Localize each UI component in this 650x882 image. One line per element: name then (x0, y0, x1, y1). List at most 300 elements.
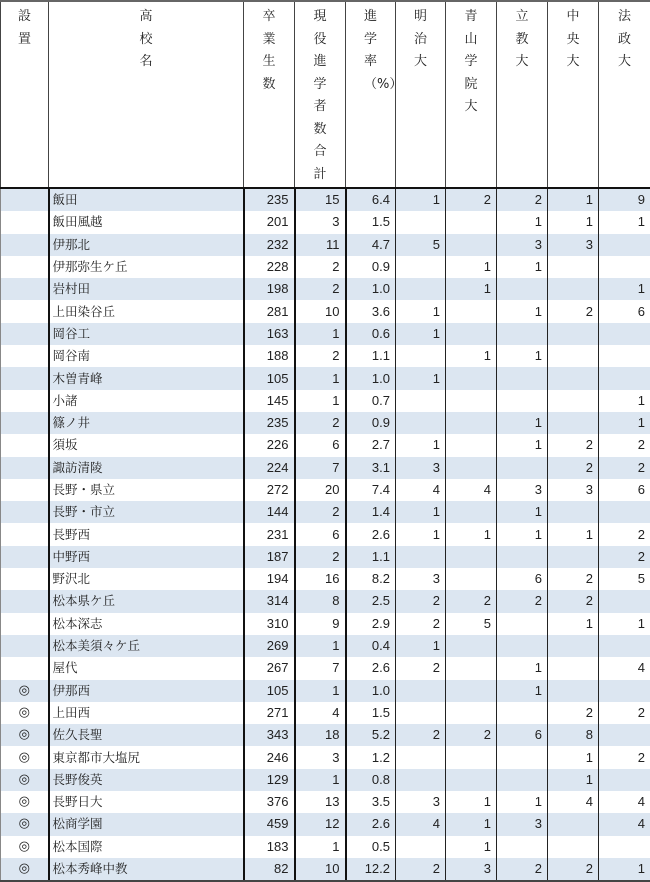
aoyama-gakuin-count (446, 546, 497, 568)
total-enrolled: 15 (295, 188, 346, 211)
graduates-count: 194 (244, 568, 295, 590)
enrollment-rate: 2.6 (346, 657, 396, 679)
enrollment-rate: 2.6 (346, 813, 396, 835)
hosei-count: 1 (599, 211, 650, 233)
hosei-count: 4 (599, 813, 650, 835)
rikkyo-count (497, 836, 548, 858)
header-enrollment-rate: 進学率（%） (346, 1, 396, 188)
rikkyo-count (497, 390, 548, 412)
total-enrolled: 2 (295, 412, 346, 434)
table-row (1, 323, 650, 345)
enrollment-rate: 1.2 (346, 746, 396, 768)
total-enrolled: 10 (295, 300, 346, 322)
total-enrolled: 3 (295, 746, 346, 768)
aoyama-gakuin-count (446, 746, 497, 768)
school-name: 松本国際 (49, 836, 244, 858)
establishment-mark (1, 412, 49, 434)
graduates-count: 231 (244, 523, 295, 545)
graduates-count: 201 (244, 211, 295, 233)
total-enrolled: 1 (295, 323, 346, 345)
meiji-count: 2 (396, 724, 446, 746)
enrollment-rate: 3.5 (346, 791, 396, 813)
total-enrolled: 13 (295, 791, 346, 813)
chuo-count (548, 680, 599, 702)
aoyama-gakuin-count (446, 211, 497, 233)
hosei-count: 2 (599, 457, 650, 479)
aoyama-gakuin-count: 1 (446, 278, 497, 300)
enrollment-rate: 1.5 (346, 702, 396, 724)
rikkyo-count: 1 (497, 791, 548, 813)
meiji-count: 4 (396, 813, 446, 835)
meiji-count: 2 (396, 590, 446, 612)
establishment-mark: ◎ (1, 858, 49, 881)
aoyama-gakuin-count: 1 (446, 791, 497, 813)
graduates-count: 145 (244, 390, 295, 412)
meiji-count (396, 836, 446, 858)
rikkyo-count: 6 (497, 568, 548, 590)
school-name: 野沢北 (49, 568, 244, 590)
chuo-count (548, 657, 599, 679)
header-aoyama-gakuin: 青山学院大 (446, 1, 497, 188)
rikkyo-count: 2 (497, 188, 548, 211)
total-enrolled: 8 (295, 590, 346, 612)
graduates-count: 188 (244, 345, 295, 367)
table-row (1, 813, 650, 835)
school-name: 岡谷工 (49, 323, 244, 345)
school-name: 松本秀峰中教 (49, 858, 244, 881)
total-enrolled: 2 (295, 546, 346, 568)
school-name: 須坂 (49, 434, 244, 456)
school-name: 松本美須々ケ丘 (49, 635, 244, 657)
chuo-count (548, 323, 599, 345)
table-row (1, 546, 650, 568)
graduates-count: 144 (244, 501, 295, 523)
aoyama-gakuin-count (446, 390, 497, 412)
chuo-count: 2 (548, 568, 599, 590)
establishment-mark (1, 300, 49, 322)
enrollment-rate: 1.0 (346, 680, 396, 702)
enrollment-rate: 2.7 (346, 434, 396, 456)
establishment-mark (1, 345, 49, 367)
chuo-count (548, 412, 599, 434)
table-body (1, 188, 650, 881)
rikkyo-count: 3 (497, 813, 548, 835)
table-row (1, 390, 650, 412)
header-chuo: 中央大 (548, 1, 599, 188)
meiji-count: 1 (396, 323, 446, 345)
chuo-count (548, 501, 599, 523)
rikkyo-count: 1 (497, 256, 548, 278)
establishment-mark (1, 657, 49, 679)
meiji-count (396, 278, 446, 300)
establishment-mark (1, 501, 49, 523)
table-row (1, 836, 650, 858)
enrollment-rate: 1.0 (346, 278, 396, 300)
chuo-count: 3 (548, 234, 599, 256)
graduates-count: 105 (244, 680, 295, 702)
school-name: 松本深志 (49, 613, 244, 635)
graduates-count: 129 (244, 769, 295, 791)
rikkyo-count: 1 (497, 680, 548, 702)
meiji-count (396, 680, 446, 702)
aoyama-gakuin-count: 4 (446, 479, 497, 501)
hosei-count: 1 (599, 613, 650, 635)
table-row (1, 858, 650, 881)
hosei-count: 5 (599, 568, 650, 590)
aoyama-gakuin-count (446, 769, 497, 791)
total-enrolled: 1 (295, 836, 346, 858)
establishment-mark (1, 457, 49, 479)
rikkyo-count: 3 (497, 479, 548, 501)
aoyama-gakuin-count (446, 234, 497, 256)
rikkyo-count: 1 (497, 657, 548, 679)
hosei-count: 2 (599, 434, 650, 456)
meiji-count: 2 (396, 613, 446, 635)
establishment-mark (1, 590, 49, 612)
hosei-count: 1 (599, 390, 650, 412)
meiji-count (396, 345, 446, 367)
chuo-count: 2 (548, 457, 599, 479)
aoyama-gakuin-count (446, 501, 497, 523)
table-row (1, 613, 650, 635)
aoyama-gakuin-count (446, 434, 497, 456)
hosei-count (599, 256, 650, 278)
graduates-count: 105 (244, 367, 295, 389)
school-name: 中野西 (49, 546, 244, 568)
enrollment-rate: 0.5 (346, 836, 396, 858)
chuo-count: 1 (548, 523, 599, 545)
establishment-mark (1, 367, 49, 389)
establishment-mark: ◎ (1, 836, 49, 858)
enrollment-rate: 1.1 (346, 546, 396, 568)
hosei-count: 1 (599, 858, 650, 881)
total-enrolled: 6 (295, 523, 346, 545)
chuo-count: 1 (548, 746, 599, 768)
hosei-count: 4 (599, 791, 650, 813)
school-name: 松商学園 (49, 813, 244, 835)
aoyama-gakuin-count (446, 323, 497, 345)
hosei-count (599, 724, 650, 746)
rikkyo-count: 2 (497, 590, 548, 612)
school-name: 長野俊英 (49, 769, 244, 791)
meiji-count: 1 (396, 300, 446, 322)
meiji-count (396, 256, 446, 278)
meiji-count: 1 (396, 434, 446, 456)
enrollment-rate: 7.4 (346, 479, 396, 501)
meiji-count: 2 (396, 657, 446, 679)
rikkyo-count (497, 323, 548, 345)
school-name: 上田染谷丘 (49, 300, 244, 322)
establishment-mark: ◎ (1, 813, 49, 835)
meiji-count: 1 (396, 501, 446, 523)
establishment-mark (1, 479, 49, 501)
enrollment-rate: 1.5 (346, 211, 396, 233)
table-row (1, 256, 650, 278)
table-row (1, 635, 650, 657)
establishment-mark (1, 188, 49, 211)
meiji-count (396, 390, 446, 412)
school-name: 伊那北 (49, 234, 244, 256)
rikkyo-count (497, 746, 548, 768)
hosei-count (599, 836, 650, 858)
aoyama-gakuin-count: 1 (446, 813, 497, 835)
table-row (1, 211, 650, 233)
table-row (1, 367, 650, 389)
table-row (1, 479, 650, 501)
chuo-count: 1 (548, 613, 599, 635)
chuo-count: 3 (548, 479, 599, 501)
school-name: 佐久長聖 (49, 724, 244, 746)
table-row (1, 278, 650, 300)
school-name: 岩村田 (49, 278, 244, 300)
chuo-count (548, 836, 599, 858)
graduates-count: 267 (244, 657, 295, 679)
hosei-count: 6 (599, 300, 650, 322)
hosei-count (599, 590, 650, 612)
table-row (1, 791, 650, 813)
total-enrolled: 3 (295, 211, 346, 233)
graduates-count: 235 (244, 188, 295, 211)
hosei-count: 2 (599, 746, 650, 768)
aoyama-gakuin-count (446, 635, 497, 657)
chuo-count (548, 390, 599, 412)
graduates-count: 224 (244, 457, 295, 479)
establishment-mark (1, 523, 49, 545)
rikkyo-count: 1 (497, 501, 548, 523)
meiji-count (396, 546, 446, 568)
enrollment-rate: 5.2 (346, 724, 396, 746)
school-name: 長野日大 (49, 791, 244, 813)
rikkyo-count: 1 (497, 523, 548, 545)
meiji-count: 2 (396, 858, 446, 881)
rikkyo-count: 1 (497, 211, 548, 233)
meiji-count (396, 746, 446, 768)
aoyama-gakuin-count (446, 680, 497, 702)
aoyama-gakuin-count (446, 457, 497, 479)
enrollment-rate: 0.9 (346, 256, 396, 278)
hosei-count (599, 234, 650, 256)
meiji-count: 1 (396, 635, 446, 657)
enrollment-rate: 2.9 (346, 613, 396, 635)
enrollment-rate: 3.6 (346, 300, 396, 322)
establishment-mark (1, 234, 49, 256)
establishment-mark: ◎ (1, 791, 49, 813)
enrollment-rate: 1.1 (346, 345, 396, 367)
aoyama-gakuin-count (446, 367, 497, 389)
enrollment-rate: 12.2 (346, 858, 396, 881)
total-enrolled: 2 (295, 256, 346, 278)
enrollment-rate: 0.7 (346, 390, 396, 412)
chuo-count (548, 546, 599, 568)
aoyama-gakuin-count (446, 702, 497, 724)
enrollment-rate: 4.7 (346, 234, 396, 256)
school-name: 長野・県立 (49, 479, 244, 501)
school-name: 長野・市立 (49, 501, 244, 523)
hosei-count (599, 680, 650, 702)
establishment-mark (1, 323, 49, 345)
rikkyo-count: 1 (497, 434, 548, 456)
school-name: 小諸 (49, 390, 244, 412)
chuo-count: 2 (548, 434, 599, 456)
graduates-count: 269 (244, 635, 295, 657)
school-name: 上田西 (49, 702, 244, 724)
table-row (1, 523, 650, 545)
aoyama-gakuin-count: 1 (446, 256, 497, 278)
chuo-count (548, 345, 599, 367)
total-enrolled: 10 (295, 858, 346, 881)
enrollment-rate: 8.2 (346, 568, 396, 590)
graduates-count: 314 (244, 590, 295, 612)
total-enrolled: 1 (295, 635, 346, 657)
enrollment-rate: 3.1 (346, 457, 396, 479)
chuo-count (548, 278, 599, 300)
hosei-count (599, 635, 650, 657)
graduates-count: 183 (244, 836, 295, 858)
total-enrolled: 20 (295, 479, 346, 501)
header-hosei: 法政大 (599, 1, 650, 188)
establishment-mark: ◎ (1, 769, 49, 791)
header-row (1, 1, 650, 188)
graduates-count: 246 (244, 746, 295, 768)
aoyama-gakuin-count: 2 (446, 590, 497, 612)
school-name: 東京都市大塩尻 (49, 746, 244, 768)
rikkyo-count (497, 367, 548, 389)
hosei-count: 2 (599, 546, 650, 568)
school-name: 諏訪清陵 (49, 457, 244, 479)
graduates-count: 459 (244, 813, 295, 835)
table-row (1, 680, 650, 702)
aoyama-gakuin-count: 3 (446, 858, 497, 881)
chuo-count: 2 (548, 300, 599, 322)
chuo-count: 1 (548, 211, 599, 233)
rikkyo-count (497, 635, 548, 657)
meiji-count: 1 (396, 188, 446, 211)
header-rikkyo: 立教大 (497, 1, 548, 188)
table-row (1, 412, 650, 434)
school-name: 伊那弥生ケ丘 (49, 256, 244, 278)
total-enrolled: 7 (295, 657, 346, 679)
rikkyo-count (497, 702, 548, 724)
hosei-count: 2 (599, 702, 650, 724)
establishment-mark: ◎ (1, 746, 49, 768)
table-row (1, 702, 650, 724)
total-enrolled: 1 (295, 367, 346, 389)
meiji-count (396, 211, 446, 233)
aoyama-gakuin-count (446, 568, 497, 590)
total-enrolled: 11 (295, 234, 346, 256)
table-row (1, 769, 650, 791)
aoyama-gakuin-count: 2 (446, 188, 497, 211)
graduates-count: 343 (244, 724, 295, 746)
rikkyo-count (497, 769, 548, 791)
enrollment-rate: 6.4 (346, 188, 396, 211)
table-row (1, 590, 650, 612)
chuo-count (548, 813, 599, 835)
establishment-mark (1, 278, 49, 300)
rikkyo-count: 2 (497, 858, 548, 881)
table-row (1, 724, 650, 746)
chuo-count: 1 (548, 769, 599, 791)
hosei-count (599, 501, 650, 523)
aoyama-gakuin-count: 1 (446, 523, 497, 545)
enrollment-rate: 2.5 (346, 590, 396, 612)
school-name: 松本県ケ丘 (49, 590, 244, 612)
rikkyo-count (497, 546, 548, 568)
total-enrolled: 2 (295, 501, 346, 523)
meiji-count: 3 (396, 791, 446, 813)
meiji-count: 5 (396, 234, 446, 256)
school-name: 飯田 (49, 188, 244, 211)
aoyama-gakuin-count: 2 (446, 724, 497, 746)
establishment-mark (1, 211, 49, 233)
enrollment-rate: 1.0 (346, 367, 396, 389)
table-row (1, 457, 650, 479)
total-enrolled: 7 (295, 457, 346, 479)
enrollment-rate: 0.4 (346, 635, 396, 657)
establishment-mark (1, 546, 49, 568)
table-row (1, 568, 650, 590)
header-setchi: 設置 (1, 1, 49, 188)
table-row (1, 501, 650, 523)
school-name: 岡谷南 (49, 345, 244, 367)
header-school-name: 高校名 (49, 1, 244, 188)
graduates-count: 281 (244, 300, 295, 322)
total-enrolled: 1 (295, 680, 346, 702)
chuo-count: 2 (548, 858, 599, 881)
meiji-count (396, 769, 446, 791)
table-row (1, 188, 650, 211)
header-meiji: 明治大 (396, 1, 446, 188)
aoyama-gakuin-count: 5 (446, 613, 497, 635)
total-enrolled: 16 (295, 568, 346, 590)
total-enrolled: 9 (295, 613, 346, 635)
rikkyo-count: 1 (497, 412, 548, 434)
establishment-mark (1, 434, 49, 456)
graduates-count: 198 (244, 278, 295, 300)
school-name: 飯田風越 (49, 211, 244, 233)
establishment-mark: ◎ (1, 680, 49, 702)
rikkyo-count (497, 613, 548, 635)
meiji-count: 3 (396, 457, 446, 479)
table-row (1, 657, 650, 679)
establishment-mark: ◎ (1, 724, 49, 746)
total-enrolled: 6 (295, 434, 346, 456)
aoyama-gakuin-count (446, 657, 497, 679)
meiji-count: 1 (396, 367, 446, 389)
school-name: 篠ノ井 (49, 412, 244, 434)
aoyama-gakuin-count (446, 412, 497, 434)
hosei-count (599, 345, 650, 367)
meiji-count (396, 702, 446, 724)
hosei-count: 6 (599, 479, 650, 501)
school-name: 木曽青峰 (49, 367, 244, 389)
graduates-count: 235 (244, 412, 295, 434)
table-row (1, 345, 650, 367)
chuo-count (548, 367, 599, 389)
enrollment-rate: 0.8 (346, 769, 396, 791)
establishment-mark (1, 568, 49, 590)
aoyama-gakuin-count: 1 (446, 836, 497, 858)
graduates-count: 310 (244, 613, 295, 635)
total-enrolled: 12 (295, 813, 346, 835)
rikkyo-count: 3 (497, 234, 548, 256)
chuo-count: 1 (548, 188, 599, 211)
rikkyo-count (497, 457, 548, 479)
hosei-count (599, 367, 650, 389)
table-row (1, 434, 650, 456)
graduates-count: 376 (244, 791, 295, 813)
chuo-count: 8 (548, 724, 599, 746)
